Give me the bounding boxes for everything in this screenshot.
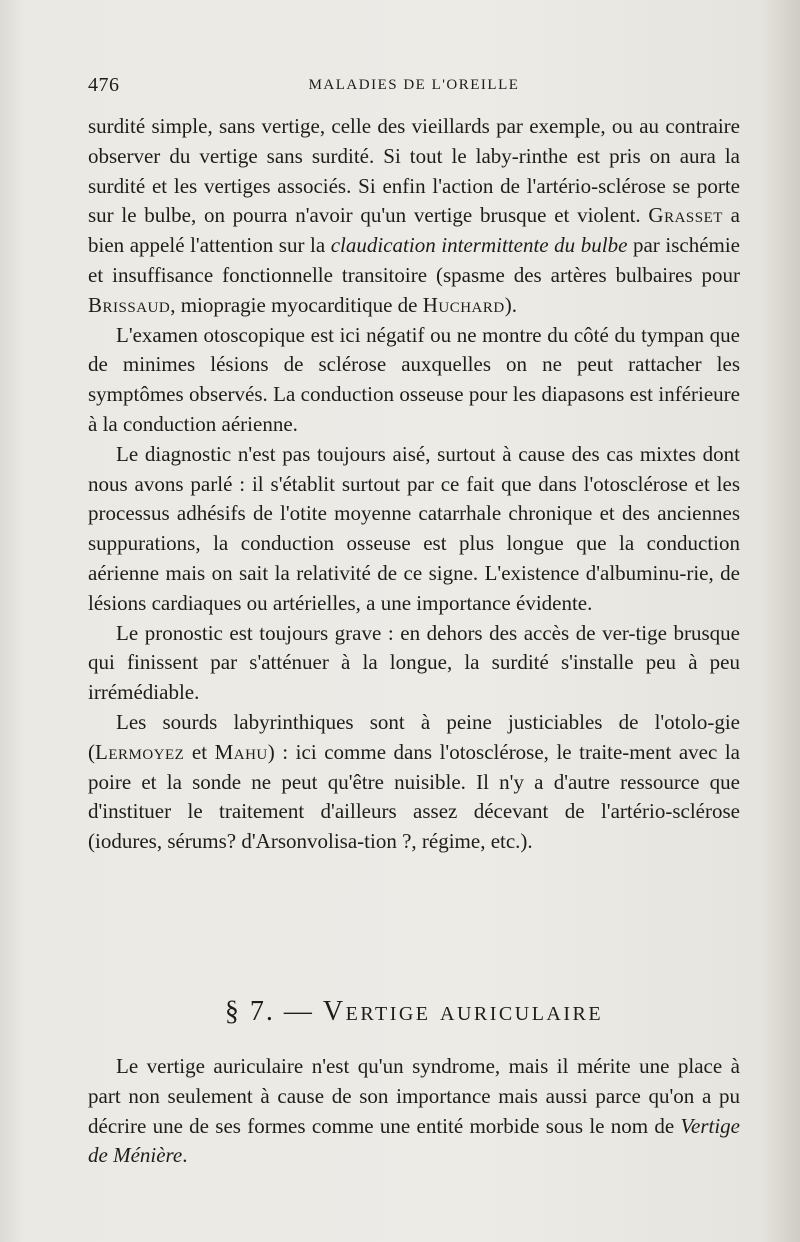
text-run: Le vertige auriculaire n'est qu'un syndrome, mais il mérite une place à part non seulement à cause de son importance mais aussi parce qu'on a pu décrire une de ses formes comme une entité morbide sous le nom de	[88, 1054, 740, 1138]
author-name: Lermoyez	[95, 739, 185, 764]
running-title: MALADIES DE L'OREILLE	[308, 77, 520, 93]
paragraph-3: Le diagnostic n'est pas toujours aisé, surtout à cause des cas mixtes dont nous avons parlé : il s'établit surtout par ce fait que dans l'otosclérose et les processus adhésifs de l'otite moyenne catarrhale chronique et des anciennes suppurations, la conduction osseuse est plus longue que la conduction aérienne mais on sait la relativité de ce signe. L'existence d'albuminu-rie, de lésions cardiaques ou artérielles, a une importance évidente.	[88, 441, 740, 615]
paragraph-1	[88, 112, 740, 321]
paragraph-6	[88, 1052, 740, 1171]
italic-term: Vertige de Ménière	[88, 1113, 740, 1168]
text-run: par ischémie et insuffisance fonctionnelle transitoire (spasme des artères bulbaires pour	[88, 233, 741, 287]
text-run: .	[182, 1143, 188, 1168]
paragraph-4: Le pronostic est toujours grave : en dehors des accès de ver-tige brusque qui finissent par s'atténuer à la longue, la surdité s'installe peu à peu irrémédiable.	[88, 620, 740, 705]
section-body	[88, 1052, 740, 1171]
text-run: , miopragie myocarditique de	[170, 292, 423, 317]
paragraph-5	[88, 708, 740, 857]
text-run: surdité simple, sans vertige, celle des vieillards par exemple, ou au contraire observer du vertige sans surdité. Si tout le laby-rinthe est pris on aura la surdité et les vertiges associés. Si enfin l'action de l'artério-sclérose se porte sur le bulbe, on pourra n'avoir qu'un vertige brusque et violent.	[88, 114, 740, 228]
body-text	[88, 112, 740, 857]
author-name: Huchard	[422, 292, 505, 317]
section-number: § 7.	[224, 996, 275, 1027]
author-name: Brissaud	[88, 292, 171, 317]
text-run: a bien appelé l'attention sur la	[88, 203, 740, 258]
text-run: Les sourds labyrinthiques sont à peine justiciables de l'otolo-gie (	[88, 709, 740, 764]
text-run: ).	[504, 292, 517, 317]
text-run: ) : ici comme dans l'otosclérose, le traite-ment avec la poire et la sonde ne peut qu'être nuisible. Il n'y a d'autre ressource que d'instituer le traitement d'ailleurs assez décevant de l'artério-sclérose (iodures, sérums? d'Arsonvolisa-tion ?, régime, etc.).	[88, 739, 740, 854]
page-header	[88, 74, 740, 100]
paragraph-2: L'examen otoscopique est ici négatif ou ne montre du côté du tympan que de minimes lésions de sclérose auxquelles on ne peut rattacher les symptômes observés. La conduction osseuse pour les diapasons est inférieure à la conduction aérienne.	[88, 322, 740, 436]
section-title: Vertige auriculaire	[322, 996, 604, 1027]
text-run: et	[184, 739, 215, 764]
italic-term: claudication intermittente du bulbe	[330, 233, 628, 258]
page-number: 476	[88, 74, 120, 96]
section-dash: —	[274, 996, 323, 1027]
section-heading	[88, 996, 740, 1028]
author-name: Mahu	[214, 739, 268, 764]
author-name: Grasset	[648, 203, 723, 228]
